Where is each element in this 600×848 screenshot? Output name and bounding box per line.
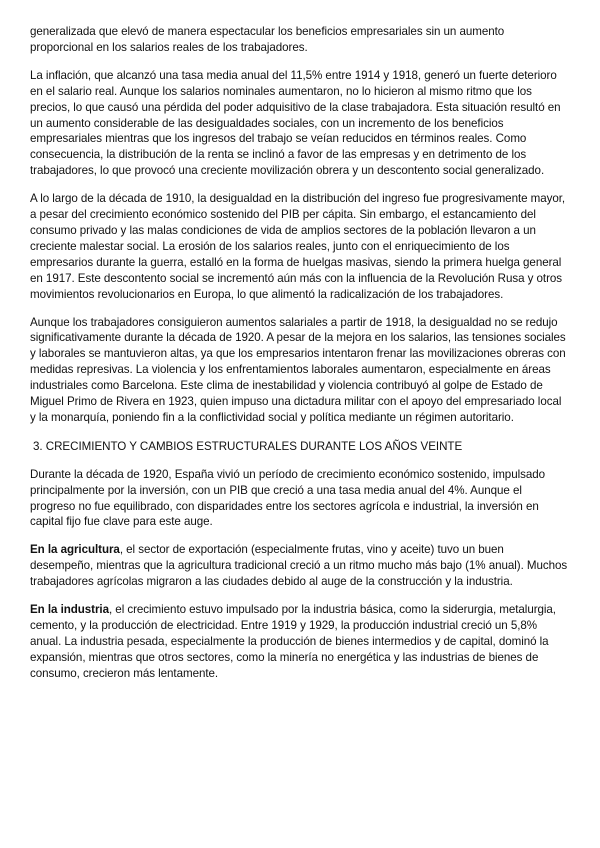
paragraph-growth-1920s: Durante la década de 1920, España vivió un período de crecimiento económico sostenido, impulsado principalmente por la inversión, con un PIB que creció a una tasa media anual del 4%. Aunque el progreso no fue equilibrado, con disparidades entre los sectores agrícola e industrial, la inversión en capital fijo fue clave para este auge. [30,467,545,529]
agriculture-text: , el sector de exportación (especialmente frutas, vino y aceite) tuvo un buen desempeño, mientras que la agricultura tradicional creció a un ritmo mucho más bajo (1% anual). Muchos trabajadores agrícolas migraron a las ciudades debido al auge de la construcción y la industria. [30,543,568,589]
industry-lead: En la industria [30,603,109,617]
industry-text: , el crecimiento estuvo impulsado por la industria básica, como la siderurgia, metalurgia, cemento, y la producción de electricidad. Entre 1919 y 1929, la producción industrial creció un 5,8% anual. La industria pesada, especialmente la producción de bienes intermedios y de capital, dominó la expansión, mientras que otros sectores, como la minería no energética y las industrias de bienes de consumo, crecieron más lentamente. [30,603,556,680]
paragraph-continuation: generalizada que elevó de manera espectacular los beneficios empresariales sin un aumento proporcional en los salarios reales de los trabajadores. [30,25,505,54]
paragraph-industry [30,602,570,682]
agriculture-lead: En la agricultura [30,543,120,557]
document-page [30,24,570,682]
paragraph-wages-1920s: Aunque los trabajadores consiguieron aumentos salariales a partir de 1918, la desigualdad no se redujo significativamente durante la década de 1920. A pesar de la mejora en los salarios, las tensiones sociales y laborales se mantuvieron altas, ya que los empresarios intentaron frenar las movilizaciones obreras con medidas represivas. La violencia y los enfrentamientos laborales aumentaron, especialmente en áreas industriales como Barcelona. Este clima de inestabilidad y violencia contribuyó al golpe de Estado de Miguel Primo de Rivera en 1923, quien impuso una dictadura militar con el apoyo del empresariado local y la monarquía, poniendo fin a la conflictividad social y política mediante un régimen autoritario. [30,315,566,424]
section-heading: 3. CRECIMIENTO Y CAMBIOS ESTRUCTURALES DURANTE LOS AÑOS VEINTE [33,439,463,453]
paragraph-inflation: La inflación, que alcanzó una tasa media anual del 11,5% entre 1914 y 1918, generó un fuerte deterioro en el salario real. Aunque los salarios nominales aumentaron, no lo hicieron al mismo ritmo que los precios, lo que causó una pérdida del poder adquisitivo de la clase trabajadora. Esta situación resultó en un aumento considerable de las desigualdades sociales, con un incremento de los beneficios empresariales mientras que los ingresos del trabajo se veían reducidos en términos reales. Como consecuencia, la distribución de la renta se inclinó a favor de las empresas y en detrimento de los trabajadores, lo que provocó una creciente movilización obrera y un descontento social generalizado. [30,68,561,178]
paragraph-inequality-1910s: A lo largo de la década de 1910, la desigualdad en la distribución del ingreso fue progresivamente mayor, a pesar del crecimiento económico sostenido del PIB per cápita. Sin embargo, el estancamiento del consumo privado y las malas condiciones de vida de amplios sectores de la población llevaron a un creciente malestar social. La erosión de los salarios reales, junto con el enriquecimiento de los empresarios durante la guerra, estalló en la forma de huelgas masivas, siendo la primera huelga general en 1917. Este descontento social se incrementó aún más con la influencia de la Revolución Rusa y otros movimientos revolucionarios en Europa, lo que alimentó la radicalización de los trabajadores. [30,192,566,301]
paragraph-agriculture [30,542,570,590]
